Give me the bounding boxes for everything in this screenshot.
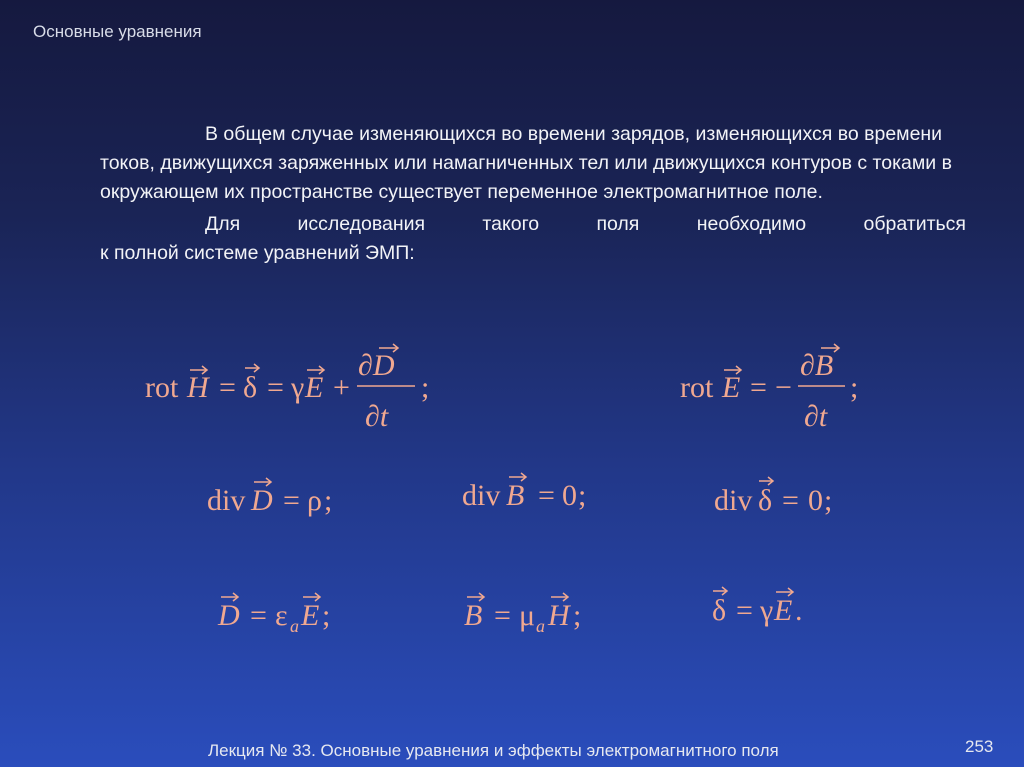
div-operator: div	[462, 479, 501, 512]
period: .	[795, 594, 803, 627]
equals: =	[750, 371, 767, 404]
epsilon-symbol: ε	[275, 599, 288, 632]
subscript-a: a	[536, 616, 545, 636]
semicolon: ;	[850, 371, 859, 404]
d-symbol: D	[218, 599, 240, 632]
equals: =	[538, 479, 555, 512]
equation-rot-h	[145, 340, 445, 435]
equation-d-eps-e	[218, 585, 368, 640]
h-symbol: H	[187, 371, 209, 404]
semicolon: ;	[573, 599, 582, 632]
equation-div-delta	[714, 470, 854, 520]
equals: =	[782, 484, 799, 517]
equals: =	[250, 599, 267, 632]
minus-sign: −	[775, 371, 792, 404]
mu-symbol: μ	[519, 599, 536, 632]
equals: =	[736, 594, 753, 627]
body-text	[100, 120, 966, 268]
semicolon: ;	[578, 479, 587, 512]
zero: 0	[808, 484, 823, 517]
slide-footer: Лекция № 33. Основные уравнения и эффекты электромагнитного поля	[208, 741, 779, 760]
fraction-numerator: ∂D	[358, 349, 395, 382]
div-operator: div	[714, 484, 753, 517]
equation-div-b	[462, 465, 602, 515]
b-symbol: B	[464, 599, 483, 632]
h-symbol: H	[548, 599, 570, 632]
e-symbol: E	[774, 594, 793, 627]
equation-delta-gamma-e	[712, 580, 832, 635]
zero: 0	[562, 479, 577, 512]
paragraph-2-line-1: Для исследования такого поля необходимо обратиться	[205, 213, 966, 235]
gamma-symbol: γ	[291, 371, 305, 404]
equals: =	[283, 484, 300, 517]
delta-symbol: δ	[243, 371, 258, 404]
delta-symbol: δ	[712, 594, 727, 627]
paragraph-1: В общем случае изменяющихся во времени зарядов, изменяющихся во времени токов, движущихся заряженных или намагниченных тел или движущихся контуров с токами в окружающем их пространстве существует переменное электромагнитное поле.	[100, 123, 952, 203]
equation-rot-e	[680, 340, 870, 435]
paragraph-2	[100, 210, 966, 268]
paragraph-2-line-2: к полной системе уравнений ЭМП:	[100, 242, 415, 264]
rot-operator: rot	[145, 371, 179, 404]
equation-b-mu-h	[464, 585, 614, 640]
e-symbol: E	[305, 371, 324, 404]
delta-symbol: δ	[758, 484, 773, 517]
e-symbol: E	[722, 371, 741, 404]
b-symbol: B	[506, 479, 525, 512]
equation-div-d	[207, 470, 347, 520]
plus-sign: +	[333, 371, 350, 404]
div-operator: div	[207, 484, 246, 517]
e-symbol: E	[301, 599, 320, 632]
semicolon: ;	[421, 371, 430, 404]
equals-2: =	[267, 371, 284, 404]
semicolon: ;	[824, 484, 833, 517]
rot-operator: rot	[680, 371, 714, 404]
fraction-denominator: ∂t	[365, 400, 389, 433]
slide-title: Основные уравнения	[33, 22, 202, 41]
gamma-symbol: γ	[760, 594, 774, 627]
semicolon: ;	[324, 484, 333, 517]
equals: =	[494, 599, 511, 632]
semicolon: ;	[322, 599, 331, 632]
rho-symbol: ρ	[307, 484, 322, 517]
d-symbol: D	[251, 484, 273, 517]
fraction-denominator: ∂t	[804, 400, 828, 433]
fraction-numerator: ∂B	[800, 349, 834, 382]
page-number: 253	[965, 737, 994, 756]
equals-1: =	[219, 371, 236, 404]
subscript-a: a	[290, 616, 299, 636]
